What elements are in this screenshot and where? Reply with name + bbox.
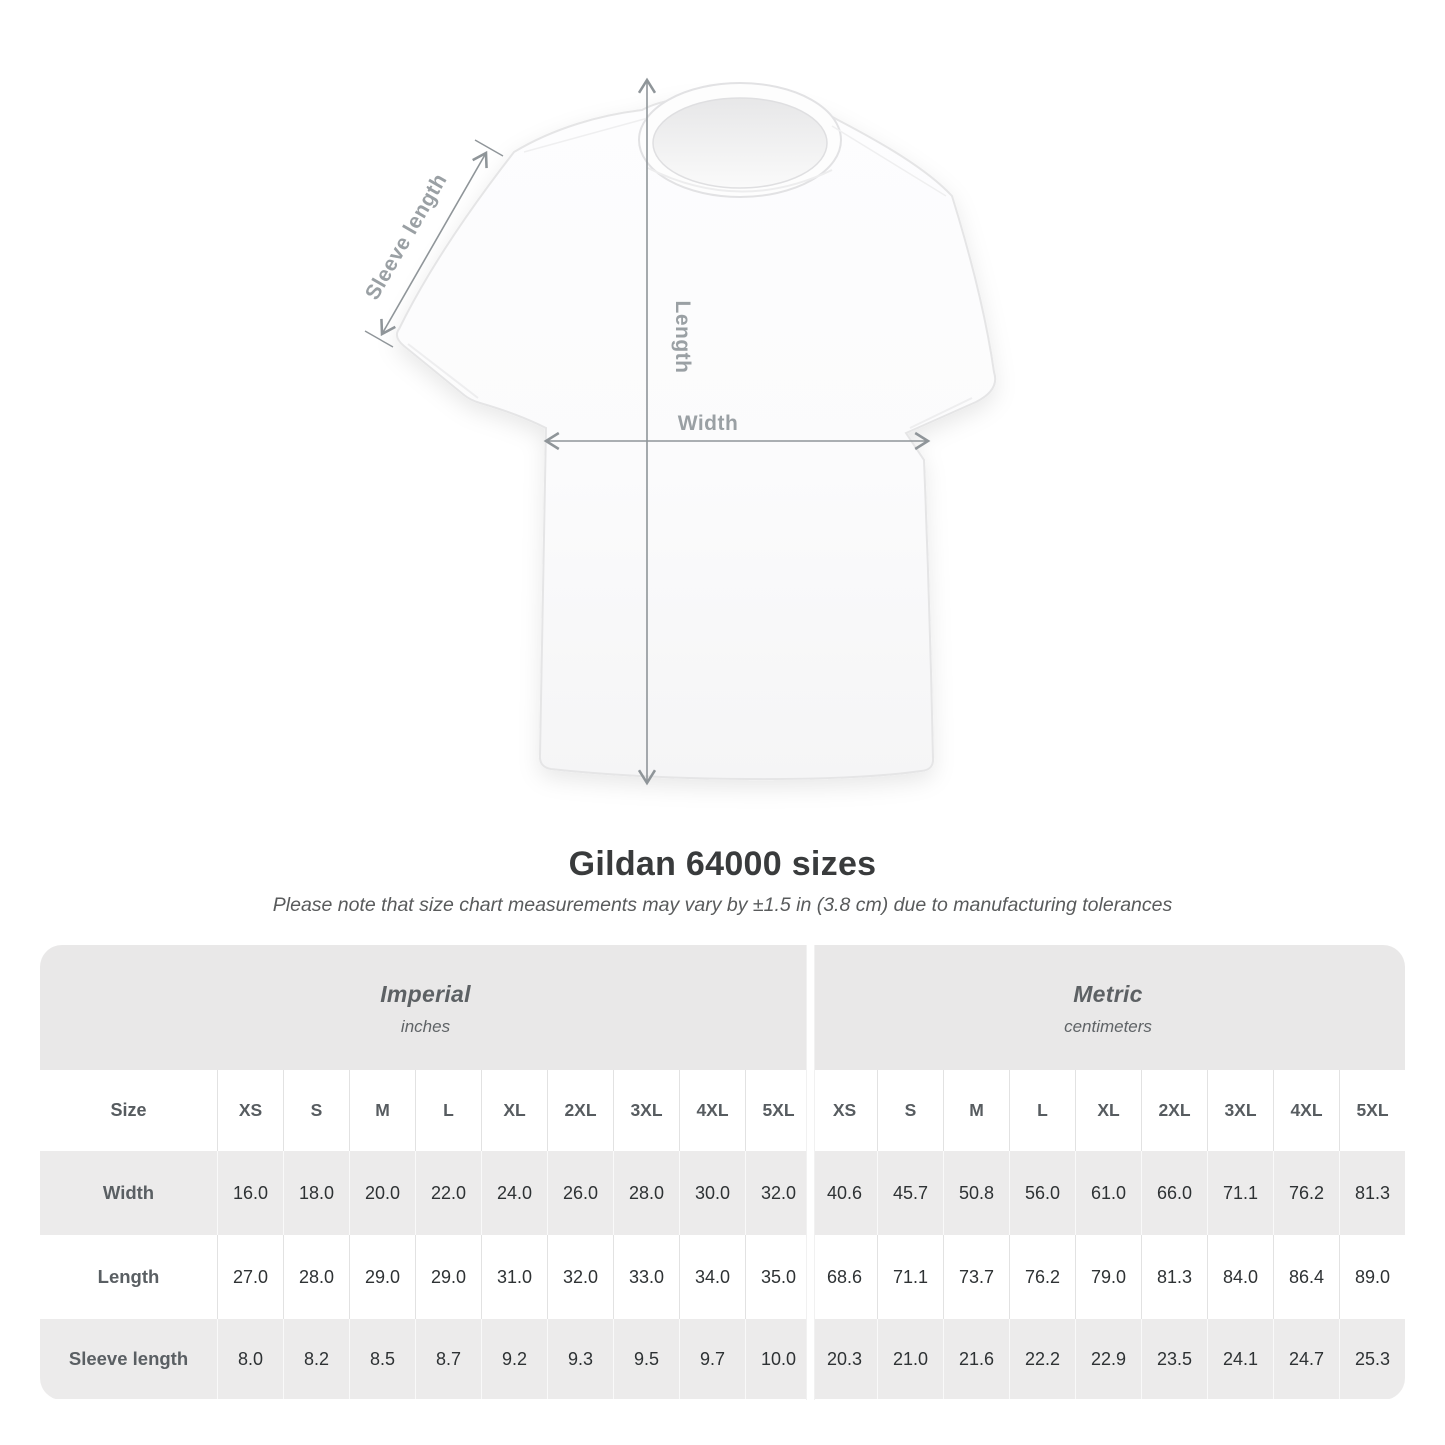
imperial-label: Imperial [380,980,471,1007]
metric-unit-label: centimeters [1064,1016,1152,1036]
table-cell: 66.0 [1141,1151,1207,1235]
table-cell: 20.0 [349,1151,415,1235]
table-cell: 24.7 [1273,1319,1339,1399]
imperial-metric-divider [806,945,815,1400]
table-cell: 61.0 [1075,1151,1141,1235]
table-cell: 76.2 [1009,1235,1075,1319]
imperial-unit-label: inches [400,1016,451,1036]
length-label: Length [671,300,694,374]
table-cell: 89.0 [1339,1235,1405,1319]
row-label: Width [102,1182,155,1203]
sleeve-arrow-tick-top [475,140,503,156]
table-cell: 45.7 [877,1151,943,1235]
table-row [40,1235,1405,1319]
table-cell: 73.7 [943,1235,1009,1319]
metric-group-header [811,945,1405,1070]
table-cell: 71.1 [877,1235,943,1319]
table-cell: 25.3 [1339,1319,1405,1399]
table-cell: 20.3 [811,1319,877,1399]
table-cell: 29.0 [349,1235,415,1319]
size-col-header: 4XL [1273,1070,1339,1151]
table-row [40,1151,1405,1235]
table-cell: 28.0 [283,1235,349,1319]
table-cell: 31.0 [481,1235,547,1319]
table-cell: 22.2 [1009,1319,1075,1399]
size-corner-label: Size [110,1100,147,1120]
size-col-header: 5XL [745,1070,811,1151]
tshirt-diagram [330,50,1030,840]
sleeve-length-label: Sleeve length [360,169,452,304]
size-col-header: 2XL [1141,1070,1207,1151]
table-cell: 21.6 [943,1319,1009,1399]
size-col-header: XS [217,1070,283,1151]
table-cell: 26.0 [547,1151,613,1235]
table-cell: 21.0 [877,1319,943,1399]
table-cell: 56.0 [1009,1151,1075,1235]
table-cell: 79.0 [1075,1235,1141,1319]
metric-label: Metric [1073,980,1143,1007]
table-cell: 22.9 [1075,1319,1141,1399]
table-cell: 81.3 [1141,1235,1207,1319]
collar-opening [653,98,827,188]
size-col-header: XL [1075,1070,1141,1151]
size-col-header: 3XL [1207,1070,1273,1151]
unit-group-header-row [40,945,1405,1070]
size-col-header: 2XL [547,1070,613,1151]
table-cell: 22.0 [415,1151,481,1235]
table-cell: 16.0 [217,1151,283,1235]
size-col-header: 3XL [613,1070,679,1151]
table-cell: 71.1 [1207,1151,1273,1235]
width-label: Width [677,412,739,435]
table-cell: 24.0 [481,1151,547,1235]
table-cell: 10.0 [745,1319,811,1399]
table-cell: 35.0 [745,1235,811,1319]
table-cell: 68.6 [811,1235,877,1319]
size-col-header: XS [811,1070,877,1151]
size-col-header: 4XL [679,1070,745,1151]
size-col-header: L [415,1070,481,1151]
table-cell: 29.0 [415,1235,481,1319]
table-cell: 33.0 [613,1235,679,1319]
table-cell: 9.7 [679,1319,745,1399]
tolerance-note: Please note that size chart measurements may vary by ±1.5 in (3.8 cm) due to manufacturing tolerances [272,894,1173,916]
table-cell: 34.0 [679,1235,745,1319]
table-cell: 8.0 [217,1319,283,1399]
size-col-header: 5XL [1339,1070,1405,1151]
table-cell: 84.0 [1207,1235,1273,1319]
table-cell: 9.2 [481,1319,547,1399]
table-cell: 50.8 [943,1151,1009,1235]
table-row [40,1319,1405,1399]
size-col-header: L [1009,1070,1075,1151]
table-cell: 24.1 [1207,1319,1273,1399]
size-header-row [40,1070,1405,1151]
table-cell: 28.0 [613,1151,679,1235]
table-cell: 32.0 [547,1235,613,1319]
table-cell: 18.0 [283,1151,349,1235]
table-cell: 27.0 [217,1235,283,1319]
table-cell: 81.3 [1339,1151,1405,1235]
table-cell: 76.2 [1273,1151,1339,1235]
table-cell: 8.7 [415,1319,481,1399]
table-cell: 8.5 [349,1319,415,1399]
table-cell: 9.3 [547,1319,613,1399]
table-cell: 9.5 [613,1319,679,1399]
size-col-header: M [943,1070,1009,1151]
page-title: Gildan 64000 sizes [568,845,877,883]
size-table [40,945,1405,1400]
size-col-header: XL [481,1070,547,1151]
table-cell: 86.4 [1273,1235,1339,1319]
table-cell: 8.2 [283,1319,349,1399]
size-col-header: M [349,1070,415,1151]
table-cell: 23.5 [1141,1319,1207,1399]
table-cell: 32.0 [745,1151,811,1235]
imperial-group-header [40,945,811,1070]
sleeve-arrow-tick-bottom [365,331,393,347]
row-label: Sleeve length [68,1348,189,1369]
table-cell: 40.6 [811,1151,877,1235]
size-col-header: S [877,1070,943,1151]
row-label: Length [97,1266,160,1287]
table-cell: 30.0 [679,1151,745,1235]
size-col-header: S [283,1070,349,1151]
